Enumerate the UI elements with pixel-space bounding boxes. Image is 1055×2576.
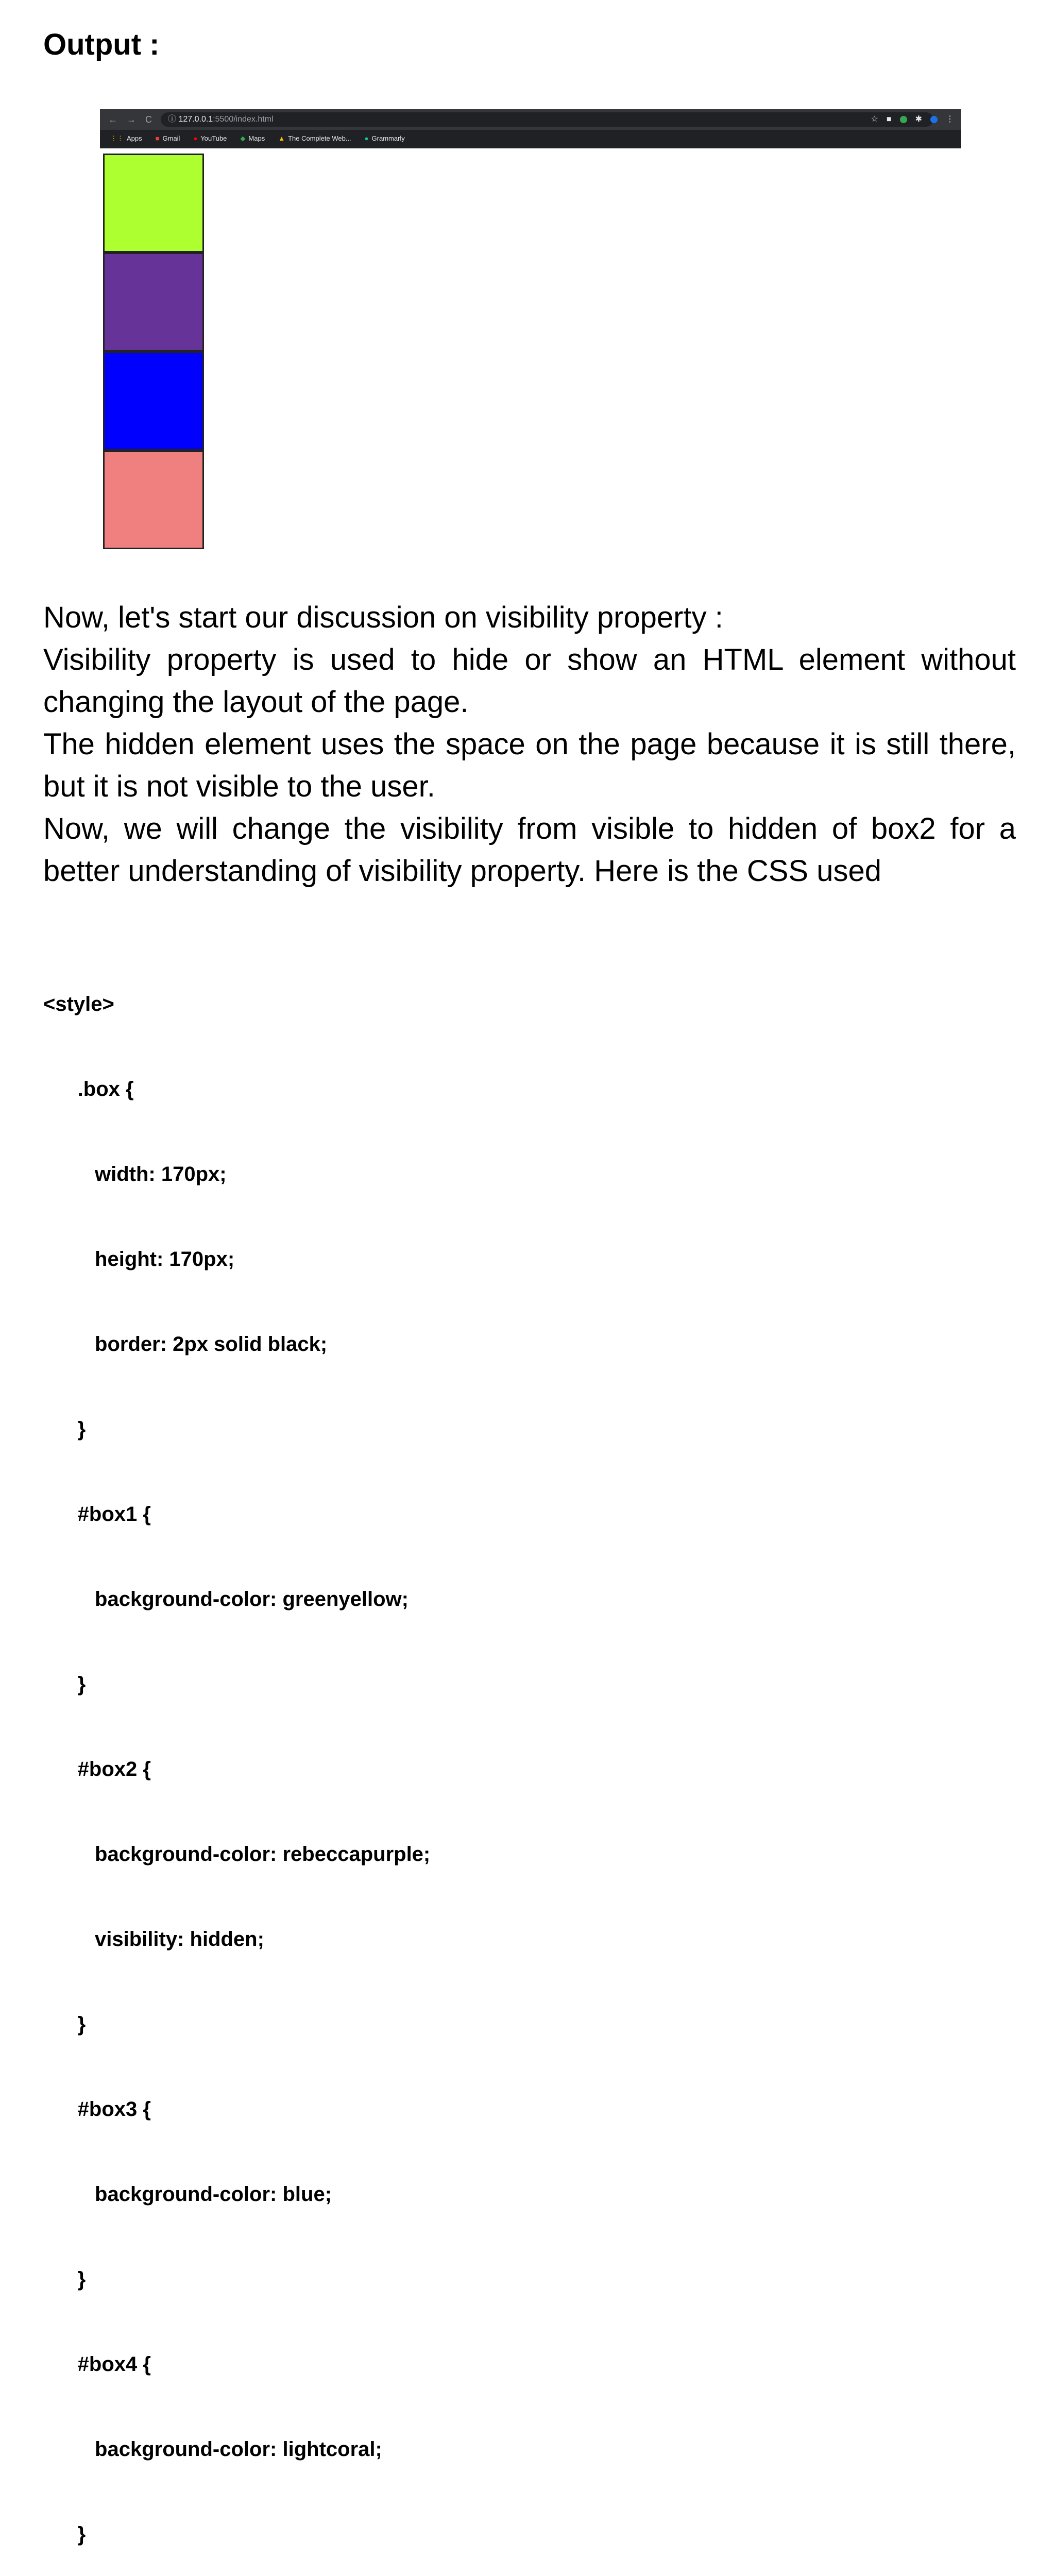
code-line: #box3 {: [43, 2098, 151, 2121]
browser-toolbar: [100, 109, 961, 130]
code-line: }: [43, 2268, 86, 2291]
address-bar: [161, 112, 933, 127]
box3: [103, 351, 204, 450]
forward-icon: →: [127, 114, 136, 125]
profile-avatar-icon: [930, 116, 938, 123]
code-line: width: 170px;: [43, 1163, 227, 1185]
code-line: background-color: rebeccapurple;: [43, 1843, 431, 1866]
apps-icon: ⋮⋮: [110, 134, 124, 142]
code-line: <style>: [43, 993, 114, 1015]
gmail-icon: ■: [155, 134, 160, 142]
code-line: #box1 {: [43, 1503, 151, 1526]
code-line: visibility: hidden;: [43, 1928, 264, 1951]
bookmark-label: Gmail: [162, 134, 180, 142]
youtube-icon: ●: [193, 134, 198, 142]
bookmark-label: The Complete Web...: [288, 134, 351, 142]
bookmark-youtube: [193, 132, 227, 145]
paragraph-definition: Visibility property is used to hide or show an HTML element without changing the layout of the page.: [43, 643, 1016, 719]
nav-buttons: [108, 113, 152, 126]
box2: [103, 252, 204, 351]
bookmark-maps: [240, 132, 265, 145]
drive-icon: ▲: [278, 134, 285, 142]
star-icon: ☆: [871, 115, 878, 124]
info-icon: ⓘ: [168, 115, 179, 124]
extension-icons: [871, 113, 954, 126]
grammarly-icon: ●: [364, 134, 369, 142]
code-line: background-color: blue;: [43, 2183, 332, 2206]
reload-icon: C: [145, 114, 152, 125]
code-line: border: 2px solid black;: [43, 1333, 328, 1355]
code-line: }: [43, 1418, 86, 1440]
url-host: 127.0.0.1: [178, 115, 213, 124]
paragraph-change: Now, we will change the visibility from visible to hidden of box2 for a better understanding of visibility property. Here is the CSS used: [43, 812, 1016, 888]
explanation-text: [43, 597, 1016, 892]
maps-icon: ◆: [240, 134, 246, 142]
bookmark-complete-web: [278, 132, 351, 145]
extension-square-icon: ■: [886, 115, 892, 124]
bookmark-label: Grammarly: [371, 134, 405, 142]
menu-icon: ⋮: [946, 115, 954, 124]
bookmark-label: Maps: [248, 134, 265, 142]
bookmark-gmail: [156, 132, 180, 145]
css-code-block: [43, 934, 430, 2576]
bookmarks-bar: [110, 132, 405, 145]
bookmark-grammarly: [365, 132, 405, 145]
output-heading: Output :: [43, 28, 160, 61]
box4: [103, 450, 204, 549]
paragraph-hidden-space: The hidden element uses the space on the page because it is still there, but it is not visible to the user.: [43, 727, 1016, 803]
code-line: background-color: greenyellow;: [43, 1588, 409, 1611]
puzzle-icon: ✱: [915, 115, 922, 124]
code-line: background-color: lightcoral;: [43, 2438, 382, 2461]
code-line: #box4 {: [43, 2353, 151, 2376]
code-line: }: [43, 1673, 86, 1696]
code-line: height: 170px;: [43, 1248, 235, 1270]
boxes-stack: [103, 154, 203, 549]
back-icon: ←: [108, 114, 117, 125]
code-line: }: [43, 2523, 86, 2546]
url-path: :5500/index.html: [213, 115, 274, 124]
bookmark-apps: [110, 132, 142, 145]
code-line: }: [43, 2013, 86, 2036]
code-line: #box2 {: [43, 1758, 151, 1781]
extension-green-icon: [900, 116, 907, 123]
bookmark-label: YouTube: [200, 134, 227, 142]
browser-screenshot: [100, 109, 961, 148]
code-line: .box {: [43, 1078, 134, 1100]
bookmark-label: Apps: [127, 134, 142, 142]
box1: [103, 154, 204, 252]
paragraph-intro: Now, let's start our discussion on visibility property :: [43, 601, 723, 634]
